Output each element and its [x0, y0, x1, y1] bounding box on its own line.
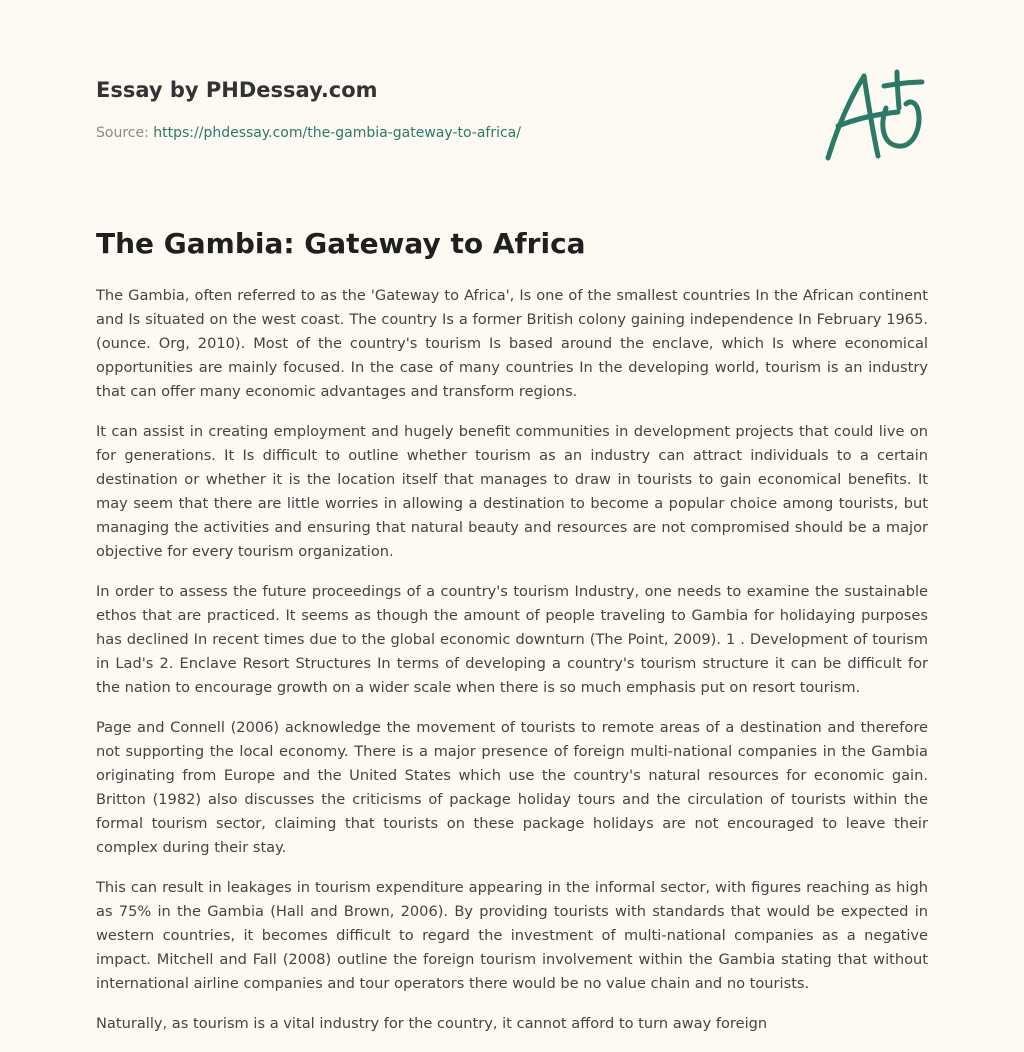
source-link[interactable]: https://phdessay.com/the-gambia-gateway-to-africa/ [153, 125, 521, 141]
essay-paragraph: In order to assess the future proceedings of a country's tourism Industry, one needs to examine the sustainable ethos that are practiced. It seems as though the amount of people traveling to Gambia for holidaying purposes has declined In recent times due to the global economic downturn (The Point, 2009). 1 . Development of tourism in Lad's 2. Enclave Resort Structures In terms of developing a country's tourism structure it can be difficult for the nation to encourage growth on a wider scale when there is so much emphasis put on resort tourism. [96, 583, 928, 696]
essay-paragraph: Naturally, as tourism is a vital industry for the country, it cannot afford to turn away foreign [96, 1015, 768, 1032]
a-plus-logo-icon [818, 62, 934, 168]
essay-body [96, 284, 928, 1052]
essay-title: The Gambia: Gateway to Africa [96, 227, 586, 260]
source-line [96, 124, 521, 142]
essay-paragraph: Page and Connell (2006) acknowledge the movement of tourists to remote areas of a destination and therefore not supporting the local economy. There is a major presence of foreign multi-national companies in the Gambia originating from Europe and the United States which use the country's natural resources for economic gain. Britton (1982) also discusses the criticisms of package holiday tours and the circulation of tourists within the formal tourism sector, claiming that tourists on these package holidays are not encouraged to leave their complex during their stay. [96, 719, 928, 856]
essay-paragraph: The Gambia, often referred to as the 'Gateway to Africa', Is one of the smallest countries In the African continent and Is situated on the west coast. The country Is a former British colony gaining independence In February 1965. (ounce. Org, 2010). Most of the country's tourism Is based around the enclave, which Is where economical opportunities are mainly focused. In the case of many countries In the developing world, tourism is an industry that can offer many economic advantages and transform regions. [96, 287, 928, 400]
essay-paragraph: This can result in leakages in tourism expenditure appearing in the informal sector, with figures reaching as high as 75% in the Gambia (Hall and Brown, 2006). By providing tourists with standards that would be expected in western countries, it becomes difficult to regard the investment of multi-national companies as a negative impact. Mitchell and Fall (2008) outline the foreign tourism involvement within the Gambia stating that without international airline companies and tour operators there would be no value chain and no tourists. [96, 879, 928, 992]
site-title: Essay by PHDessay.com [96, 78, 378, 102]
essay-paragraph: It can assist in creating employment and hugely benefit communities in development projects that could live on for generations. It Is difficult to outline whether tourism as an industry can attract individuals to a certain destination or whether it is the location itself that manages to draw in tourists to gain economical benefits. It may seem that there are little worries in allowing a destination to become a popular choice among tourists, but managing the activities and ensuring that natural beauty and resources are not compromised should be a major objective for every tourism organization. [96, 423, 928, 560]
source-label: Source: [96, 125, 149, 141]
